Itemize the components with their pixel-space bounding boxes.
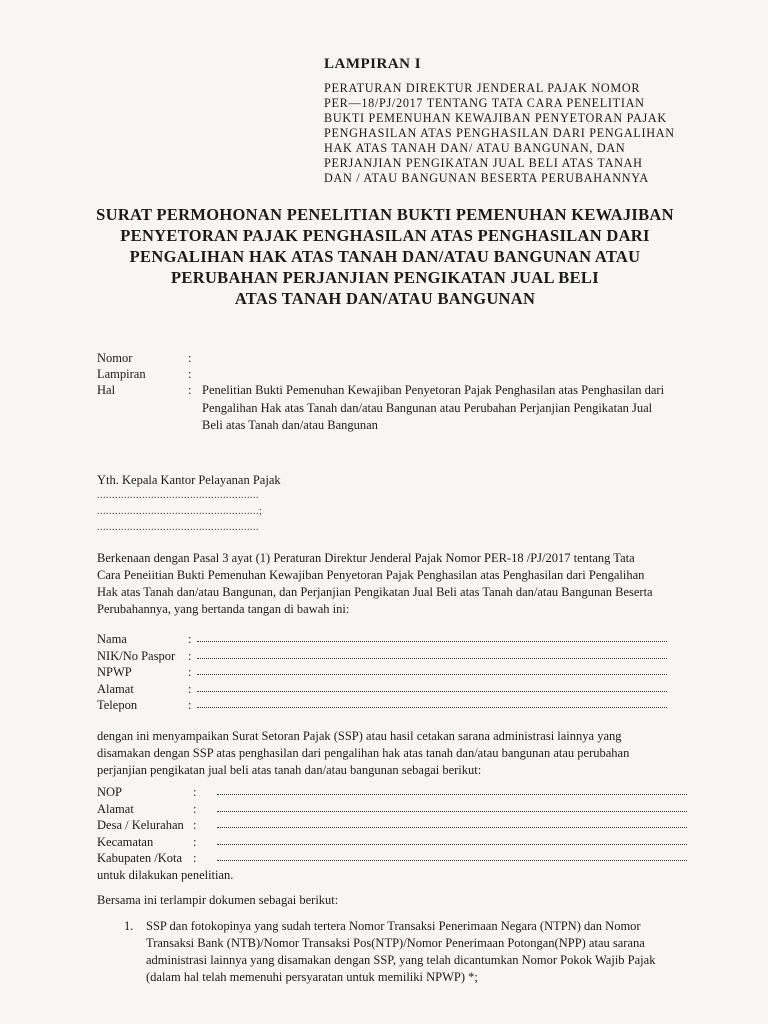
lampiran-regulation-text [324, 81, 704, 186]
list-number: 1. [124, 919, 134, 933]
intro-line: Berkenaan dengan Pasal 3 ayat (1) Peraturan Direktur Jenderal Pajak Nomor PER-18 /PJ/2017 tentang Tata [97, 551, 635, 565]
lampiran-line: PENGHASILAN ATAS PENGHASILAN DARI PENGALIHAN [324, 126, 675, 140]
ssp-line: perjanjian pengikatan jual beli atas tanah dan/atau bangunan sebagai berikut: [97, 763, 482, 777]
lampiran-line: PERATURAN DIREKTUR JENDERAL PAJAK NOMOR [324, 81, 641, 95]
list-line: SSP dan fotokopinya yang sudah tertera Nomor Transaksi Penerimaan Negara (NTPN) dan Nomor [146, 919, 641, 933]
recipient-dots: ...................................................... [97, 522, 259, 533]
title-line: PENGALIHAN HAK ATAS TANAH DAN/ATAU BANGUNAN ATAU [129, 247, 641, 266]
field-label: Telepon [97, 698, 138, 712]
field-label: Alamat [97, 801, 134, 816]
lampiran-title: LAMPIRAN I [324, 56, 422, 72]
colon: : [193, 801, 197, 816]
recipient-dots: ...................................................... [97, 490, 259, 501]
colon: : [188, 632, 192, 646]
lampiran-header [324, 56, 704, 186]
list-line: Transaksi Bank (NTB)/Nomor Transaksi Pos(NTP)/Nomor Penerimaan Potongan(NPP) atau sarana [146, 936, 645, 950]
intro-line: Perubahannya, yang bertanda tangan di bawah ini: [97, 602, 350, 616]
field-blank[interactable] [197, 697, 667, 708]
colon: : [193, 785, 197, 799]
field-blank[interactable] [197, 648, 667, 659]
list-line: (dalam hal telah memenuhi persyaratan untuk memiliki NPWP) *; [146, 970, 478, 984]
recipient-block [97, 472, 281, 536]
field-label: Alamat [97, 681, 134, 696]
field-label: Kecamatan [97, 834, 154, 849]
field-blank[interactable] [217, 817, 687, 828]
title-line: ATAS TANAH DAN/ATAU BANGUNAN [234, 289, 536, 308]
field-blank[interactable] [217, 784, 687, 795]
closing-text: untuk dilakukan penelitian. [97, 867, 234, 882]
colon: : [188, 681, 192, 696]
document-title [80, 204, 690, 309]
lampiran-line: BUKTI PEMENUHAN KEWAJIBAN PENYETORAN PAJAK [324, 111, 667, 125]
colon: : [188, 383, 192, 397]
recipient-dots: ......................................................; [97, 506, 263, 517]
ssp-paragraph [97, 728, 687, 779]
field-label: NOP [97, 785, 123, 799]
field-label: NIK/No Paspor [97, 648, 176, 663]
colon: : [188, 698, 192, 712]
colon: : [188, 351, 192, 365]
intro-line: Cara Peneiitian Bukti Pemenuhan Kewajiban Penyetoran Pajak Penghasilan atas Penghasilan dari Pengalihan [97, 568, 645, 582]
field-label: NPWP [97, 665, 132, 679]
lampiran-line: PERJANJIAN PENGIKATAN JUAL BELI ATAS TANAH [324, 156, 643, 170]
ssp-line: disamakan dengan SSP atas penghasilan dari pengalihan hak atas tanah dan/atau bangunan atau perubahan [97, 746, 630, 760]
hal-line: Pengalihan Hak atas Tanah dan/atau Bangunan atau Perubahan Perjanjian Pengikatan Jual [202, 400, 653, 415]
colon: : [188, 367, 192, 381]
hal-line: Penelitian Bukti Pemenuhan Kewajiban Penyetoran Pajak Penghasilan atas Penghasilan dari [202, 383, 665, 397]
colon: : [193, 851, 197, 865]
list-item [146, 918, 706, 986]
intro-paragraph [97, 550, 687, 618]
ssp-line: dengan ini menyampaikan Surat Setoran Pajak (SSP) atau hasil cetakan sarana administrasi lainnya yang [97, 729, 622, 743]
title-line: SURAT PERMOHONAN PENELITIAN BUKTI PEMENUHAN KEWAJIBAN [96, 205, 674, 224]
colon: : [188, 665, 192, 679]
nomor-label: Nomor [97, 351, 133, 365]
field-blank[interactable] [217, 850, 687, 861]
list-line: administrasi lainnya yang disamakan dengan SSP, yang telah dicantumkan Nomor Pokok Wajib Pajak [146, 953, 656, 967]
colon: : [193, 818, 197, 832]
lampiran-line: HAK ATAS TANAH DAN/ ATAU BANGUNAN, DAN [324, 141, 626, 155]
hal-value [202, 382, 692, 435]
lampiran-line: DAN / ATAU BANGUNAN BESERTA PERUBAHANNYA [324, 171, 649, 185]
lampiran-line: PER—18/PJ/2017 TENTANG TATA CARA PENELITIAN [324, 96, 645, 110]
lampiran-label: Lampiran [97, 367, 146, 381]
attachments-intro: Bersama ini terlampir dokumen sebagai berikut: [97, 893, 339, 907]
field-blank[interactable] [197, 631, 667, 642]
field-label: Desa / Kelurahan [97, 818, 184, 832]
field-label: Nama [97, 632, 127, 646]
hal-line: Beli atas Tanah dan/atau Bangunan [202, 418, 378, 432]
field-label: Kabupaten /Kota [97, 851, 183, 865]
recipient-salutation: Yth. Kepala Kantor Pelayanan Pajak [97, 473, 281, 487]
title-line: PERUBAHAN PERJANJIAN PENGIKATAN JUAL BELI [171, 268, 599, 287]
field-blank[interactable] [217, 834, 687, 845]
field-blank[interactable] [197, 664, 667, 675]
field-blank[interactable] [217, 801, 687, 812]
colon: : [193, 834, 197, 849]
hal-label: Hal [97, 383, 116, 397]
intro-line: Hak atas Tanah dan/atau Bangunan, dan Perjanjian Pengikatan Jual Beli atas Tanah dan/atau Bangunan Beserta [97, 585, 653, 599]
field-blank[interactable] [197, 681, 667, 692]
colon: : [188, 648, 192, 663]
title-line: PENYETORAN PAJAK PENGHASILAN ATAS PENGHASILAN DARI [120, 226, 650, 245]
